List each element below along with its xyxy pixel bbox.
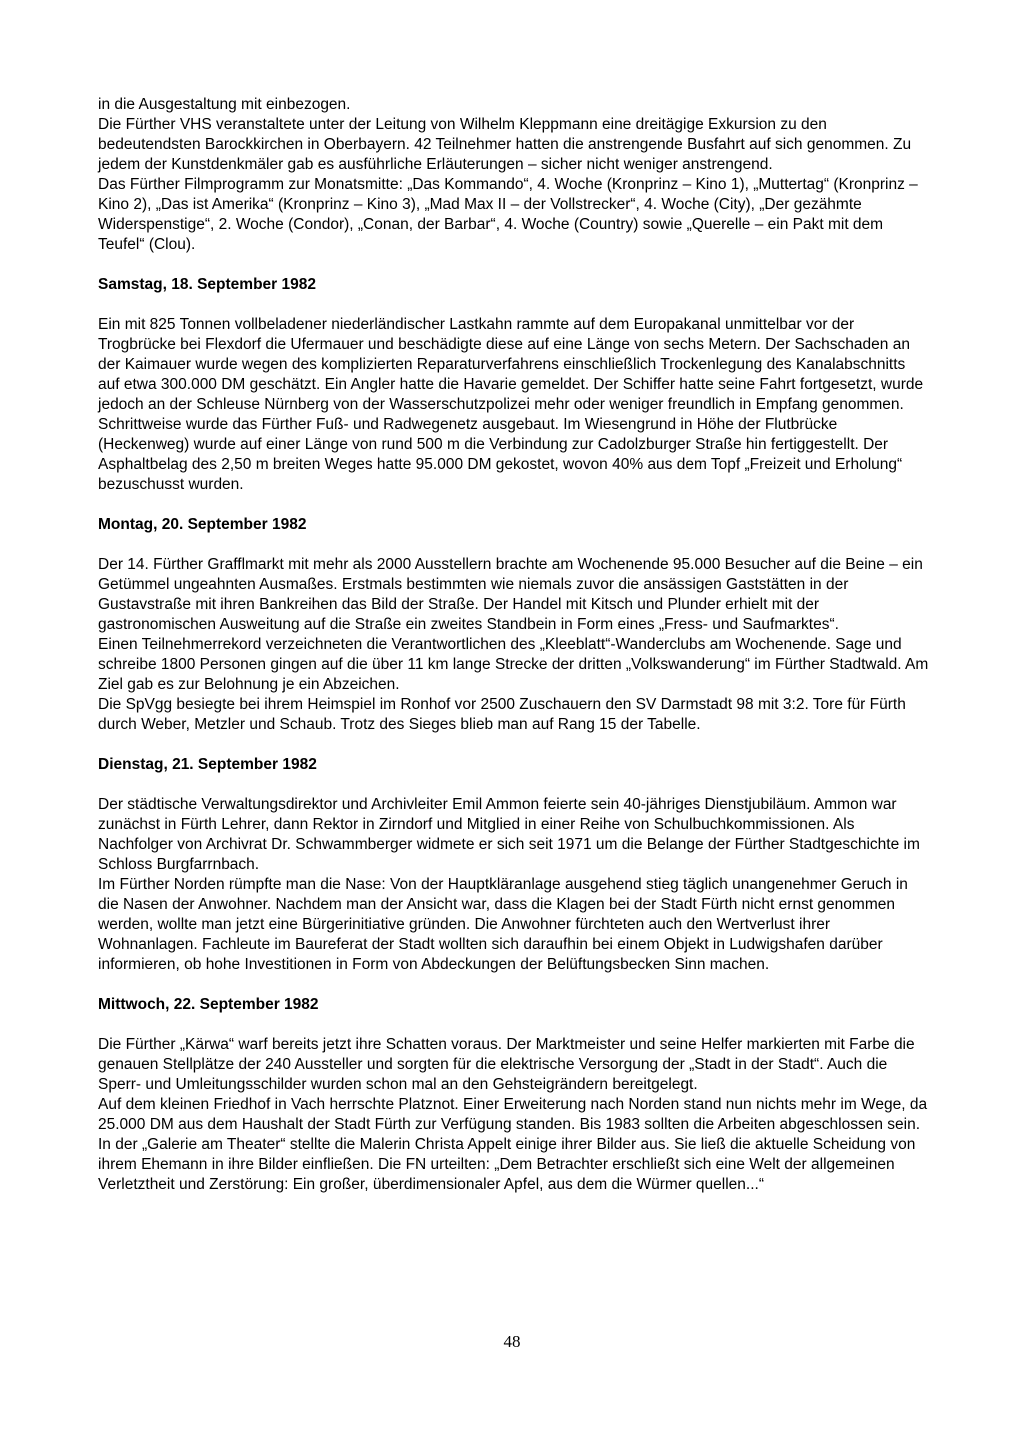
paragraph: Auf dem kleinen Friedhof in Vach herrschte Platznot. Einer Erweiterung nach Norden stand nun nichts mehr im Wege, da 25.000 DM aus dem Haushalt der Stadt Fürth zur Verfügung standen. Bis 1983 sollten die Arbeiten abgeschlossen sein. <box>98 1096 928 1133</box>
paragraph: Einen Teilnehmerrekord verzeichneten die Verantwortlichen des „Kleeblatt“-Wanderclubs am Wochenende. Sage und schreibe 1800 Personen gingen auf die über 11 km lange Strecke der dritten „Volkswanderung“ im Fürther Stadtwald. Am Ziel gab es zur Belohnung je ein Abzeichen. <box>98 636 929 693</box>
paragraph: In der „Galerie am Theater“ stellte die Malerin Christa Appelt einige ihrer Bilder aus. Sie ließ die aktuelle Scheidung von ihrem Ehemann in ihre Bilder einfließen. Die FN urteilten: „Dem Betrachter erschließt sich eine Welt der allgemeinen Verletztheit und Zerstörung: Ein großer, überdimensionaler Apfel, aus dem die Würmer quellen...“ <box>98 1136 916 1193</box>
paragraph: Der 14. Fürther Grafflmarkt mit mehr als 2000 Ausstellern brachte am Wochenende 95.000 Besucher auf die Beine – ein Getümmel ungeahnten Ausmaßes. Erstmals bestimmten wie niemals zuvor die ansässigen Gaststätten in der Gustavstraße mit ihren Bankreihen das Bild der Straße. Der Handel mit Kitsch und Plunder erhielt mit der gastronomischen Ausweitung auf die Straße ein zweites Standbein in Form eines „Fress- und Saufmarktes“. <box>98 556 923 633</box>
paragraph: Das Fürther Filmprogramm zur Monatsmitte: „Das Kommando“, 4. Woche (Kronprinz – Kino 1), „Muttertag“ (Kronprinz – Kino 2), „Das ist Amerika“ (Kronprinz – Kino 3), „Mad Max II – der Vollstrecker“, 4. Woche (City), „Der gezähmte Widerspenstige“, 2. Woche (Condor), „Conan, der Barbar“, 4. Woche (Country) sowie „Querelle – ein Pakt mit dem Teufel“ (Clou). <box>98 176 918 253</box>
paragraph: Ein mit 825 Tonnen vollbeladener niederländischer Lastkahn rammte auf dem Europakanal unmittelbar vor der Trogbrücke bei Flexdorf die Ufermauer und beschädigte diese auf eine Länge von sechs Metern. Der Sachschaden an der Kaimauer wurde wegen des komplizierten Reparaturverfahrens einschließlich Trockenlegung des Kanalabschnitts auf etwa 300.000 DM geschätzt. Ein Angler hatte die Havarie gemeldet. Der Schiffer hatte seine Fahrt fortgesetzt, wurde jedoch an der Schleuse Nürnberg von der Wasserschutzpolizei mehr oder weniger freundlich in Empfang genommen. <box>98 316 924 413</box>
section-heading: Montag, 20. September 1982 <box>98 516 307 533</box>
section-heading: Dienstag, 21. September 1982 <box>98 756 317 773</box>
section-continuation <box>98 95 930 255</box>
page-content <box>98 95 930 1195</box>
paragraph: Die Fürther VHS veranstaltete unter der Leitung von Wilhelm Kleppmann eine dreitägige Exkursion zu den bedeutendsten Barockkirchen in Oberbayern. 42 Teilnehmer hatten die anstrengende Busfahrt auf sich genommen. Zu jedem der Kunstdenkmäler gab es ausführliche Erläuterungen – sicher nicht weniger anstrengend. <box>98 116 912 173</box>
paragraph: Schrittweise wurde das Fürther Fuß- und Radwegenetz ausgebaut. Im Wiesengrund in Höhe der Flutbrücke (Heckenweg) wurde auf einer Länge von rund 500 m die Verbindung zur Cadolzburger Straße hin fertiggestellt. Der Asphaltbelag des 2,50 m breiten Weges hatte 95.000 DM gekostet, wovon 40% aus dem Topf „Freizeit und Erholung“ bezuschusst wurden. <box>98 416 903 493</box>
section-montag-20-september <box>98 515 930 735</box>
section-heading: Mittwoch, 22. September 1982 <box>98 996 319 1013</box>
paragraph: in die Ausgestaltung mit einbezogen. <box>98 96 351 113</box>
page-number: 48 <box>503 1332 521 1351</box>
section-mittwoch-22-september <box>98 995 930 1195</box>
paragraph: Der städtische Verwaltungsdirektor und Archivleiter Emil Ammon feierte sein 40-jähriges Dienstjubiläum. Ammon war zunächst in Fürth Lehrer, dann Rektor in Zirndorf und Mitglied in einer Reihe von Schulbuchkommissionen. Als Nachfolger von Archivrat Dr. Schwammberger widmete er sich seit 1971 um die Belange der Fürther Stadtgeschichte im Schloss Burgfarrnbach. <box>98 796 920 873</box>
paragraph: Die SpVgg besiegte bei ihrem Heimspiel im Ronhof vor 2500 Zuschauern den SV Darmstadt 98 mit 3:2. Tore für Fürth durch Weber, Metzler und Schaub. Trotz des Sieges blieb man auf Rang 15 der Tabelle. <box>98 696 906 733</box>
section-heading: Samstag, 18. September 1982 <box>98 276 316 293</box>
paragraph: Die Fürther „Kärwa“ warf bereits jetzt ihre Schatten voraus. Der Marktmeister und seine Helfer markierten mit Farbe die genauen Stellplätze der 240 Aussteller und sorgten für die elektrische Versorgung der „Stadt in der Stadt“. Auch die Sperr- und Umleitungsschilder wurden schon mal an den Gehsteigrändern bereitgelegt. <box>98 1036 915 1093</box>
paragraph: Im Fürther Norden rümpfte man die Nase: Von der Hauptkläranlage ausgehend stieg täglich unangenehmer Geruch in die Nasen der Anwohner. Nachdem man der Ansicht war, dass die Klagen bei der Stadt Fürth nicht ernst genommen werden, wollte man jetzt eine Bürgerinitiative gründen. Die Anwohner fürchteten auch den Wertverlust ihrer Wohnanlagen. Fachleute im Baureferat der Stadt wollten sich daraufhin bei einem Objekt in Ludwigshafen darüber informieren, ob hohe Investitionen in Form von Abdeckungen der Belüftungsbecken Sinn machen. <box>98 876 908 973</box>
section-samstag-18-september <box>98 275 930 495</box>
section-dienstag-21-september <box>98 755 930 975</box>
